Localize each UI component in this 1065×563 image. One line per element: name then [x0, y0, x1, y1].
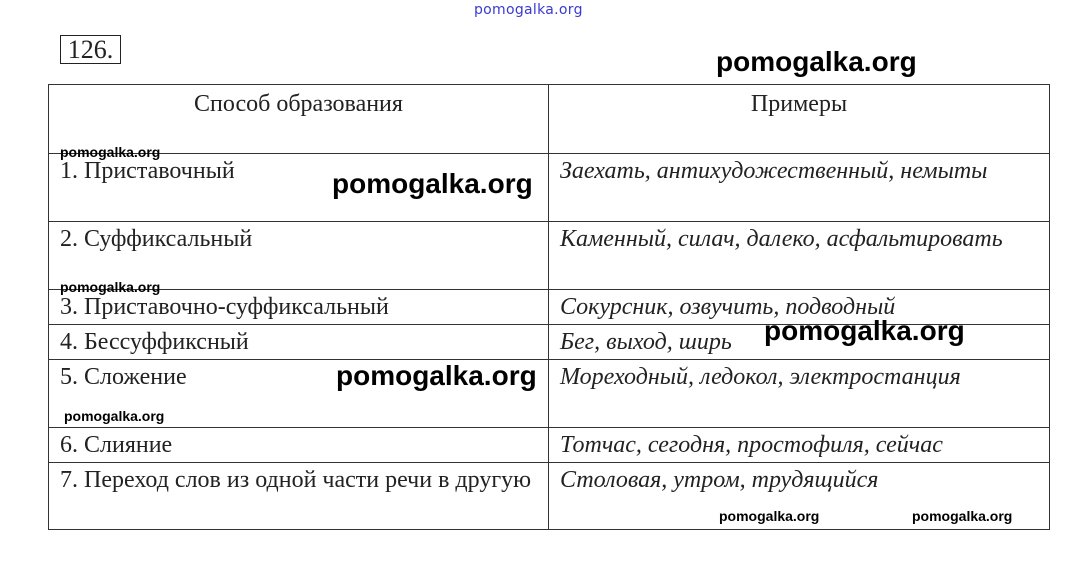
header-method: Способ образования [49, 85, 549, 154]
watermark: pomogalka.org [64, 408, 165, 424]
examples-cell: Бег, выход, ширь [549, 325, 1050, 360]
watermark: pomogalka.org [764, 315, 965, 346]
site-link[interactable]: pomogalka.org [474, 2, 583, 18]
method-cell: 5. Сложение [49, 360, 549, 428]
header-examples: Примеры [549, 85, 1050, 154]
examples-cell: Столовая, утром, трудящийся [549, 463, 1050, 530]
watermark: pomogalka.org [60, 144, 161, 160]
method-cell: 7. Переход слов из одной части речи в другую [49, 463, 549, 530]
watermark: pomogalka.org [60, 279, 161, 295]
table-row [49, 360, 1050, 428]
examples-cell: Мореходный, ледокол, электростанция [549, 360, 1050, 428]
watermark: pomogalka.org [912, 508, 1013, 524]
table-row [49, 154, 1050, 222]
method-cell: 3. Приставочно-суффиксальный [49, 290, 549, 325]
method-cell: 2. Суффиксальный [49, 222, 549, 290]
watermark: pomogalka.org [716, 46, 917, 77]
table-row [49, 463, 1050, 530]
exercise-number: 126. [60, 35, 121, 64]
watermark: pomogalka.org [336, 360, 537, 391]
examples-cell: Заехать, антихудожественный, немыты [549, 154, 1050, 222]
word-formation-table [48, 84, 1050, 530]
method-cell: 4. Бессуффиксный [49, 325, 549, 360]
examples-cell: Каменный, силач, далеко, асфальтировать [549, 222, 1050, 290]
method-cell: 6. Слияние [49, 428, 549, 463]
table-row [49, 428, 1050, 463]
table-header-row [49, 85, 1050, 154]
method-cell: 1. Приставочный [49, 154, 549, 222]
watermark: pomogalka.org [719, 508, 820, 524]
table-row [49, 222, 1050, 290]
examples-cell: Тотчас, сегодня, простофиля, сейчас [549, 428, 1050, 463]
watermark: pomogalka.org [332, 168, 533, 199]
examples-cell: Сокурсник, озвучить, подводный [549, 290, 1050, 325]
